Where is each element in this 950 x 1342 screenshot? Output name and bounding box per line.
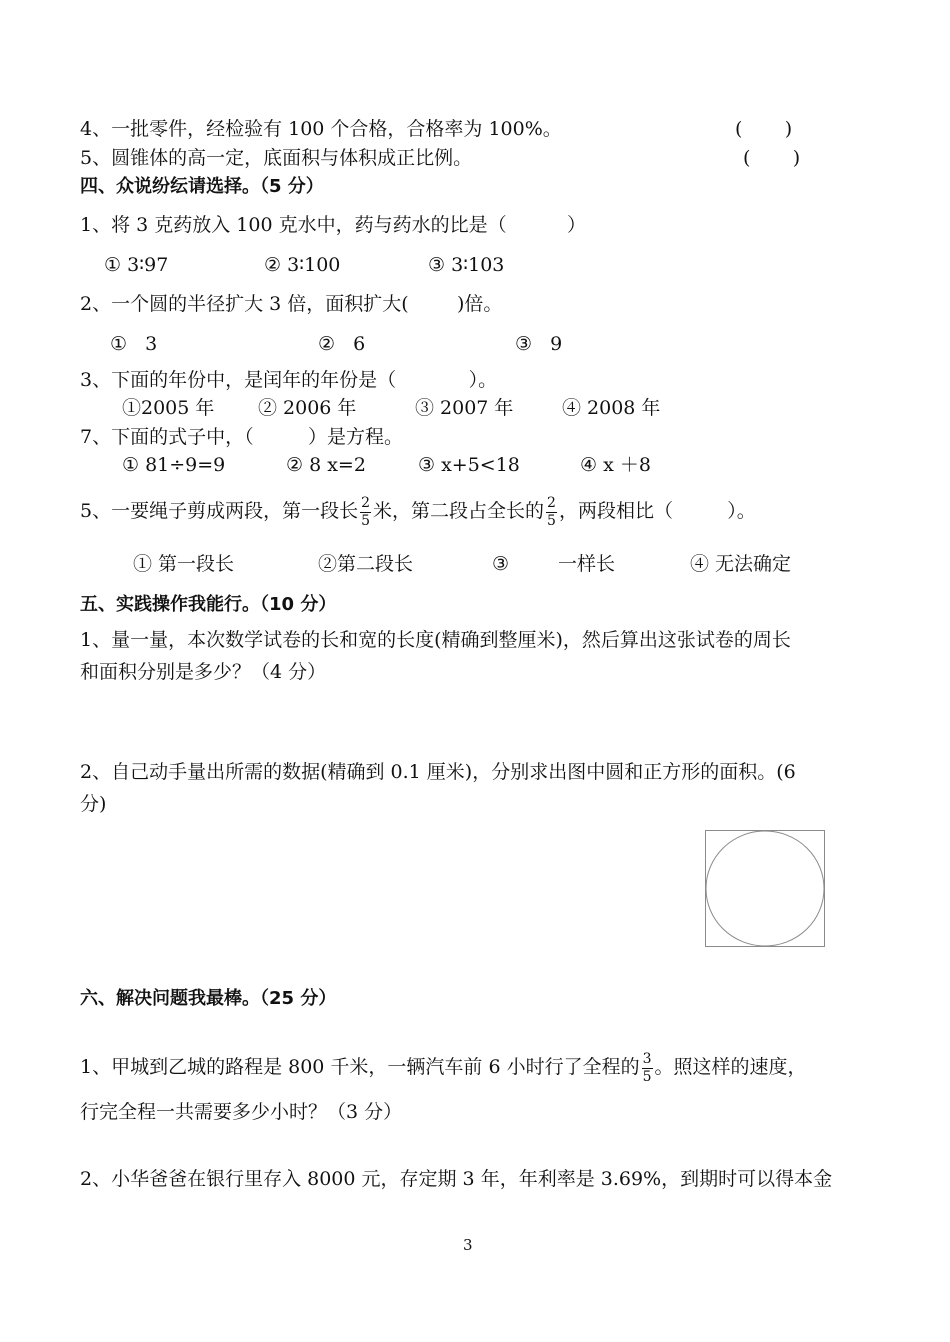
page-number: 3 xyxy=(463,1236,473,1254)
s4-q5-frac2-num: 2 xyxy=(547,494,556,511)
judge-q5-answer-paren[interactable]: ( ) xyxy=(743,147,801,169)
circle-in-square-figure xyxy=(705,830,825,947)
s5-q2-line1: 2、自己动手量出所需的数据(精确到 0.1 厘米)，分别求出图中圆和正方形的面积。(6 xyxy=(80,761,796,783)
s4-q5-part2: 米，第二段占全长的 xyxy=(373,500,545,522)
s4-q2-option-3[interactable]: ③ 9 xyxy=(515,333,563,355)
judge-q4-answer-paren[interactable]: ( ) xyxy=(735,118,793,140)
s5-q1-line1: 1、量一量，本次数学试卷的长和宽的长度(精确到整厘米)，然后算出这张试卷的周长 xyxy=(80,629,791,651)
s6-q2-line1: 2、小华爸爸在银行里存入 8000 元，存定期 3 年，年利率是 3.69%，到期时可以得本金 xyxy=(80,1168,833,1190)
s6-q1-part2: 。照这样的速度， xyxy=(654,1056,807,1078)
s4-q3-option-1[interactable]: ①2005 年 xyxy=(122,397,215,419)
s4-q5-option-1[interactable]: ① 第一段长 xyxy=(133,553,235,575)
s4-q5-fraction-1 xyxy=(360,495,371,530)
s6-q1-line2: 行完全程一共需要多少小时？（3 分） xyxy=(80,1101,403,1123)
s6-q1-part1: 1、甲城到乙城的路程是 800 千米，一辆汽车前 6 小时行了全程的 xyxy=(80,1056,640,1078)
s4-q5-frac1-num: 2 xyxy=(361,494,371,511)
s4-q2-text: 2、一个圆的半径扩大 3 倍，面积扩大( )倍。 xyxy=(80,293,503,315)
s5-q1-line2: 和面积分别是多少？（4 分） xyxy=(80,661,327,683)
judge-q5-text: 5、圆锥体的高一定，底面积与体积成正比例。 xyxy=(80,147,473,169)
s4-q7-option-1[interactable]: ① 81÷9=9 xyxy=(122,454,226,476)
s4-q2-option-1[interactable]: ① 3 xyxy=(110,333,158,355)
s4-q3-text: 3、下面的年份中，是闰年的年份是（ ）。 xyxy=(80,369,498,391)
s4-q1-option-2[interactable]: ② 3∶100 xyxy=(264,254,341,276)
s6-q1-fraction xyxy=(642,1051,653,1086)
s4-q5-frac1-den: 5 xyxy=(361,512,371,529)
section4-title: 四、众说纷纭请选择。（5 分） xyxy=(80,176,324,197)
s4-q5-text xyxy=(80,494,756,530)
circle-shape xyxy=(706,831,824,946)
s4-q5-fraction-2 xyxy=(546,495,557,530)
s4-q1-option-3[interactable]: ③ 3∶103 xyxy=(428,254,505,276)
s4-q7-option-4[interactable]: ④ x ＋8 xyxy=(580,454,651,476)
s4-q3-option-2[interactable]: ② 2006 年 xyxy=(258,397,357,419)
s4-q5-option-2[interactable]: ②第二段长 xyxy=(318,553,414,575)
s4-q3-option-3[interactable]: ③ 2007 年 xyxy=(415,397,514,419)
s4-q5-option-3-marker[interactable]: ③ xyxy=(492,553,510,575)
s6-q1-frac-num: 3 xyxy=(642,1050,652,1067)
judge-q4-text: 4、一批零件，经检验有 100 个合格，合格率为 100%。 xyxy=(80,118,562,140)
s4-q5-option-3-label[interactable]: 一样长 xyxy=(558,553,616,575)
s4-q3-option-4[interactable]: ④ 2008 年 xyxy=(562,397,661,419)
s4-q5-part3: ，两段相比（ ）。 xyxy=(558,500,756,522)
s4-q7-text: 7、下面的式子中，（ ）是方程。 xyxy=(80,426,403,448)
s4-q1-option-1[interactable]: ① 3∶97 xyxy=(104,254,169,276)
s4-q2-option-2[interactable]: ② 6 xyxy=(318,333,366,355)
s6-q1-frac-den: 5 xyxy=(642,1068,652,1085)
s4-q7-option-3[interactable]: ③ x+5<18 xyxy=(418,454,520,476)
s4-q7-option-2[interactable]: ② 8 x=2 xyxy=(286,454,366,476)
s4-q5-frac2-den: 5 xyxy=(547,512,556,529)
s4-q1-text: 1、将 3 克药放入 100 克水中，药与药水的比是（ ） xyxy=(80,214,586,236)
s4-q5-option-4[interactable]: ④ 无法确定 xyxy=(690,553,792,575)
s4-q5-part1: 5、一要绳子剪成两段，第一段长 xyxy=(80,500,359,522)
section6-title: 六、解决问题我最棒。（25 分） xyxy=(80,988,337,1009)
s5-q2-line2: 分) xyxy=(80,793,107,815)
s6-q1-line1 xyxy=(80,1050,807,1086)
section5-title: 五、实践操作我能行。（10 分） xyxy=(80,594,337,615)
